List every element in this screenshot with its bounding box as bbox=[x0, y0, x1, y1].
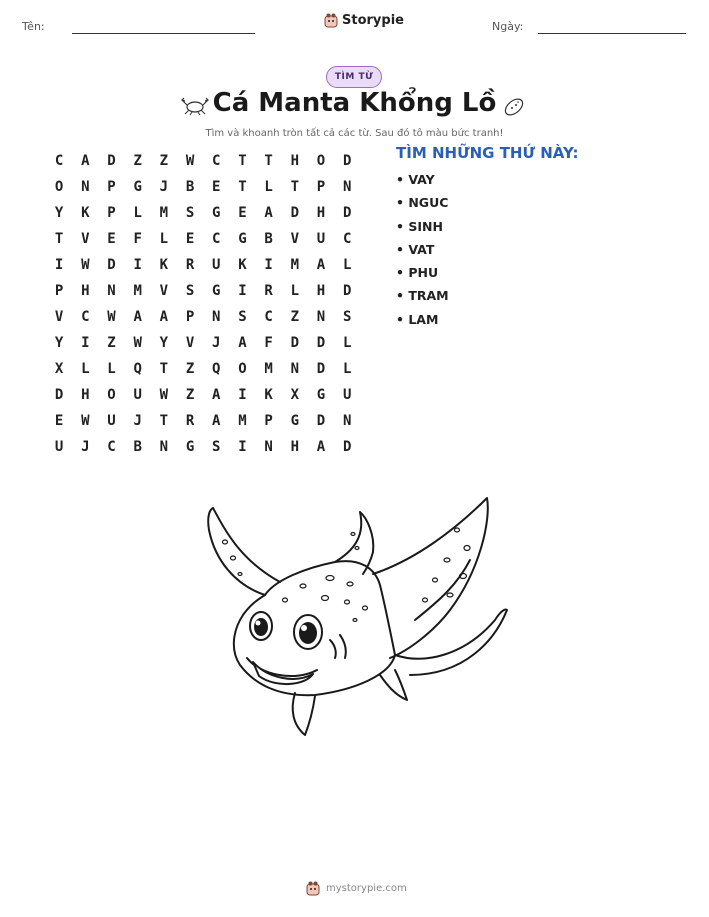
grid-letter[interactable]: A bbox=[212, 387, 221, 403]
grid-letter[interactable]: Y bbox=[54, 335, 64, 351]
grid-letter[interactable]: C bbox=[212, 231, 221, 247]
grid-letter[interactable]: D bbox=[342, 439, 352, 455]
grid-letter[interactable]: O bbox=[107, 387, 116, 403]
grid-letter[interactable]: H bbox=[81, 283, 90, 299]
grid-letter[interactable]: M bbox=[159, 205, 169, 221]
grid-letter[interactable]: P bbox=[316, 179, 326, 195]
grid-letter[interactable]: T bbox=[159, 361, 169, 377]
grid-letter[interactable]: Z bbox=[107, 335, 116, 351]
grid-letter[interactable]: C bbox=[342, 231, 352, 247]
grid-letter[interactable]: G bbox=[212, 205, 221, 221]
grid-letter[interactable]: R bbox=[185, 413, 195, 429]
grid-row bbox=[46, 356, 360, 382]
grid-letter[interactable]: V bbox=[54, 309, 64, 325]
grid-letter[interactable]: D bbox=[107, 257, 116, 273]
grid-letter[interactable]: L bbox=[342, 335, 352, 351]
grid-letter[interactable]: D bbox=[290, 205, 299, 221]
grid-letter[interactable]: T bbox=[159, 413, 169, 429]
grid-letter[interactable]: L bbox=[264, 179, 273, 195]
grid-letter[interactable]: V bbox=[290, 231, 299, 247]
grid-letter[interactable]: N bbox=[264, 439, 273, 455]
page-title: Cá Manta Khổng Lồ bbox=[212, 88, 497, 118]
grid-letter[interactable]: U bbox=[342, 387, 352, 403]
grid-letter[interactable]: D bbox=[342, 283, 352, 299]
word-item: • VAY bbox=[396, 172, 435, 187]
date-label: Ngày: bbox=[492, 20, 524, 33]
grid-letter[interactable]: J bbox=[159, 179, 169, 195]
grid-letter[interactable]: G bbox=[290, 413, 299, 429]
grid-letter[interactable]: A bbox=[212, 413, 221, 429]
grid-letter[interactable]: W bbox=[81, 413, 90, 429]
grid-letter[interactable]: P bbox=[107, 179, 116, 195]
word-item: • TRAM bbox=[396, 288, 449, 304]
grid-letter[interactable]: M bbox=[238, 413, 247, 429]
grid-letter[interactable]: Y bbox=[159, 335, 169, 351]
grid-row bbox=[46, 382, 360, 408]
grid-letter[interactable]: M bbox=[290, 257, 299, 273]
grid-letter[interactable]: H bbox=[290, 439, 299, 455]
grid-letter[interactable]: G bbox=[185, 439, 195, 455]
grid-letter[interactable]: L bbox=[342, 361, 352, 377]
grid-letter[interactable]: W bbox=[107, 309, 116, 325]
grid-letter[interactable]: H bbox=[81, 387, 90, 403]
grid-letter[interactable]: A bbox=[133, 309, 142, 325]
grid-letter[interactable]: P bbox=[264, 413, 273, 429]
grid-letter[interactable]: T bbox=[238, 153, 247, 169]
date-line bbox=[538, 33, 686, 34]
grid-row bbox=[46, 278, 360, 304]
grid-letter[interactable]: O bbox=[238, 361, 247, 377]
grid-letter[interactable]: D bbox=[54, 387, 64, 403]
grid-letter[interactable]: G bbox=[212, 283, 221, 299]
grid-letter[interactable]: O bbox=[54, 179, 64, 195]
grid-letter[interactable]: E bbox=[107, 231, 116, 247]
grid-letter[interactable]: A bbox=[81, 153, 90, 169]
grid-letter[interactable]: E bbox=[54, 413, 64, 429]
grid-row bbox=[46, 304, 360, 330]
word-list-heading: TÌM NHỮNG THỨ NÀY: bbox=[396, 144, 579, 162]
grid-letter[interactable]: T bbox=[290, 179, 299, 195]
grid-row bbox=[46, 200, 360, 226]
grid-letter[interactable]: R bbox=[264, 283, 273, 299]
word-item: • PHU bbox=[396, 265, 439, 281]
grid-letter[interactable]: V bbox=[159, 283, 169, 299]
grid-letter[interactable]: U bbox=[54, 439, 64, 455]
grid-letter[interactable]: I bbox=[54, 257, 64, 273]
grid-letter[interactable]: K bbox=[264, 387, 273, 403]
grid-letter[interactable]: X bbox=[290, 387, 299, 403]
grid-row bbox=[46, 148, 360, 174]
word-item: • SINH bbox=[396, 218, 443, 234]
grid-letter[interactable]: F bbox=[133, 231, 142, 247]
grid-letter[interactable]: D bbox=[316, 413, 326, 429]
grid-letter[interactable]: Z bbox=[159, 153, 169, 169]
grid-letter[interactable]: Y bbox=[54, 205, 64, 221]
grid-letter[interactable]: O bbox=[316, 153, 326, 169]
grid-letter[interactable]: P bbox=[185, 309, 195, 325]
grid-letter[interactable]: I bbox=[238, 387, 247, 403]
instructions: Tìm và khoanh tròn tất cả các từ. Sau đó tô màu bức tranh! bbox=[205, 128, 504, 139]
grid-letter[interactable]: T bbox=[238, 179, 247, 195]
grid-letter[interactable]: C bbox=[54, 153, 64, 169]
grid-letter[interactable]: L bbox=[133, 205, 142, 221]
footer-url: mystorypie.com bbox=[326, 882, 407, 894]
name-label: Tên: bbox=[22, 20, 45, 33]
grid-letter[interactable]: R bbox=[185, 257, 195, 273]
grid-letter[interactable]: H bbox=[316, 283, 326, 299]
grid-row bbox=[46, 252, 360, 278]
grid-letter[interactable]: L bbox=[342, 257, 352, 273]
grid-letter[interactable]: N bbox=[107, 283, 116, 299]
word-item: • LAM bbox=[396, 311, 439, 327]
grid-letter[interactable]: V bbox=[81, 231, 90, 247]
grid-letter[interactable]: U bbox=[212, 257, 221, 273]
grid-letter[interactable]: C bbox=[212, 153, 221, 169]
grid-letter[interactable]: P bbox=[107, 205, 116, 221]
grid-letter[interactable]: L bbox=[290, 283, 299, 299]
grid-letter[interactable]: Z bbox=[185, 361, 195, 377]
grid-letter[interactable]: N bbox=[316, 309, 326, 325]
grid-letter[interactable]: G bbox=[316, 387, 326, 403]
grid-letter[interactable]: W bbox=[185, 153, 195, 169]
grid-letter[interactable]: D bbox=[342, 205, 352, 221]
grid-letter[interactable]: J bbox=[212, 335, 221, 351]
grid-row bbox=[46, 226, 360, 252]
grid-row bbox=[46, 174, 360, 200]
grid-letter[interactable]: Q bbox=[133, 361, 142, 377]
grid-letter[interactable]: E bbox=[238, 205, 247, 221]
grid-row bbox=[46, 408, 360, 434]
grid-letter[interactable]: B bbox=[133, 439, 142, 455]
grid-letter[interactable]: P bbox=[54, 283, 64, 299]
word-item: • NGUC bbox=[396, 195, 449, 211]
grid-letter[interactable]: I bbox=[238, 439, 247, 455]
grid-letter[interactable]: H bbox=[290, 153, 299, 169]
grid-letter[interactable]: S bbox=[185, 205, 195, 221]
grid-letter[interactable]: E bbox=[185, 231, 195, 247]
word-item: • VAT bbox=[396, 241, 435, 257]
grid-letter[interactable]: N bbox=[342, 413, 352, 429]
grid-letter[interactable]: W bbox=[81, 257, 90, 273]
grid-letter[interactable]: B bbox=[185, 179, 195, 195]
grid-letter[interactable]: S bbox=[185, 283, 195, 299]
grid-letter[interactable]: V bbox=[185, 335, 195, 351]
grid-letter[interactable]: M bbox=[264, 361, 273, 377]
grid-letter[interactable]: N bbox=[290, 361, 299, 377]
grid-letter[interactable]: G bbox=[133, 179, 142, 195]
grid-letter[interactable]: Z bbox=[290, 309, 299, 325]
grid-letter[interactable]: N bbox=[212, 309, 221, 325]
grid-letter[interactable]: A bbox=[238, 335, 247, 351]
grid-letter[interactable]: T bbox=[54, 231, 64, 247]
grid-letter[interactable]: S bbox=[238, 309, 247, 325]
grid-letter[interactable]: Z bbox=[185, 387, 195, 403]
grid-letter[interactable]: A bbox=[316, 257, 326, 273]
grid-letter[interactable]: B bbox=[264, 231, 273, 247]
footer bbox=[306, 880, 407, 896]
manta-ray-illustration bbox=[195, 490, 515, 740]
grid-letter[interactable]: K bbox=[159, 257, 169, 273]
grid-letter[interactable]: J bbox=[133, 413, 142, 429]
grid-letter[interactable]: U bbox=[133, 387, 142, 403]
grid-letter[interactable]: A bbox=[316, 439, 326, 455]
grid-letter[interactable]: J bbox=[81, 439, 90, 455]
grid-letter[interactable]: C bbox=[264, 309, 273, 325]
grid-letter[interactable]: Z bbox=[133, 153, 142, 169]
grid-letter[interactable]: D bbox=[290, 335, 299, 351]
grid-row bbox=[46, 434, 360, 460]
grid-letter[interactable]: L bbox=[159, 231, 169, 247]
storypie-logo-icon bbox=[306, 880, 320, 896]
word-search-grid[interactable] bbox=[46, 148, 360, 460]
grid-letter[interactable]: S bbox=[212, 439, 221, 455]
grid-letter[interactable]: N bbox=[159, 439, 169, 455]
grid-letter[interactable]: N bbox=[81, 179, 90, 195]
name-line bbox=[72, 33, 255, 34]
grid-letter[interactable]: A bbox=[159, 309, 169, 325]
word-list bbox=[396, 144, 696, 335]
category-badge: TÌM TỪ bbox=[326, 66, 382, 88]
grid-letter[interactable]: N bbox=[342, 179, 352, 195]
grid-letter[interactable]: X bbox=[54, 361, 64, 377]
grid-letter[interactable]: D bbox=[107, 153, 116, 169]
grid-row bbox=[46, 330, 360, 356]
grid-letter[interactable]: I bbox=[133, 257, 142, 273]
brand-name: Storypie bbox=[342, 12, 404, 28]
grid-letter[interactable]: I bbox=[264, 257, 273, 273]
grid-letter[interactable]: K bbox=[238, 257, 247, 273]
grid-letter[interactable]: D bbox=[316, 361, 326, 377]
grid-letter[interactable]: G bbox=[238, 231, 247, 247]
shell-icon bbox=[500, 94, 528, 120]
grid-letter[interactable]: C bbox=[107, 439, 116, 455]
grid-letter[interactable]: S bbox=[342, 309, 352, 325]
grid-letter[interactable]: U bbox=[107, 413, 116, 429]
grid-letter[interactable]: E bbox=[212, 179, 221, 195]
grid-letter[interactable]: I bbox=[81, 335, 90, 351]
grid-letter[interactable]: K bbox=[81, 205, 90, 221]
grid-letter[interactable]: C bbox=[81, 309, 90, 325]
storypie-logo-icon bbox=[324, 12, 338, 28]
grid-letter[interactable]: A bbox=[264, 205, 273, 221]
grid-letter[interactable]: L bbox=[107, 361, 116, 377]
grid-letter[interactable]: H bbox=[316, 205, 326, 221]
grid-letter[interactable]: Q bbox=[212, 361, 221, 377]
grid-letter[interactable]: F bbox=[264, 335, 273, 351]
brand bbox=[324, 12, 404, 28]
grid-letter[interactable]: L bbox=[81, 361, 90, 377]
grid-letter[interactable]: D bbox=[316, 335, 326, 351]
grid-letter[interactable]: W bbox=[159, 387, 169, 403]
grid-letter[interactable]: M bbox=[133, 283, 142, 299]
grid-letter[interactable]: T bbox=[264, 153, 273, 169]
grid-letter[interactable]: I bbox=[238, 283, 247, 299]
grid-letter[interactable]: D bbox=[342, 153, 352, 169]
grid-letter[interactable]: W bbox=[133, 335, 142, 351]
grid-letter[interactable]: U bbox=[316, 231, 326, 247]
